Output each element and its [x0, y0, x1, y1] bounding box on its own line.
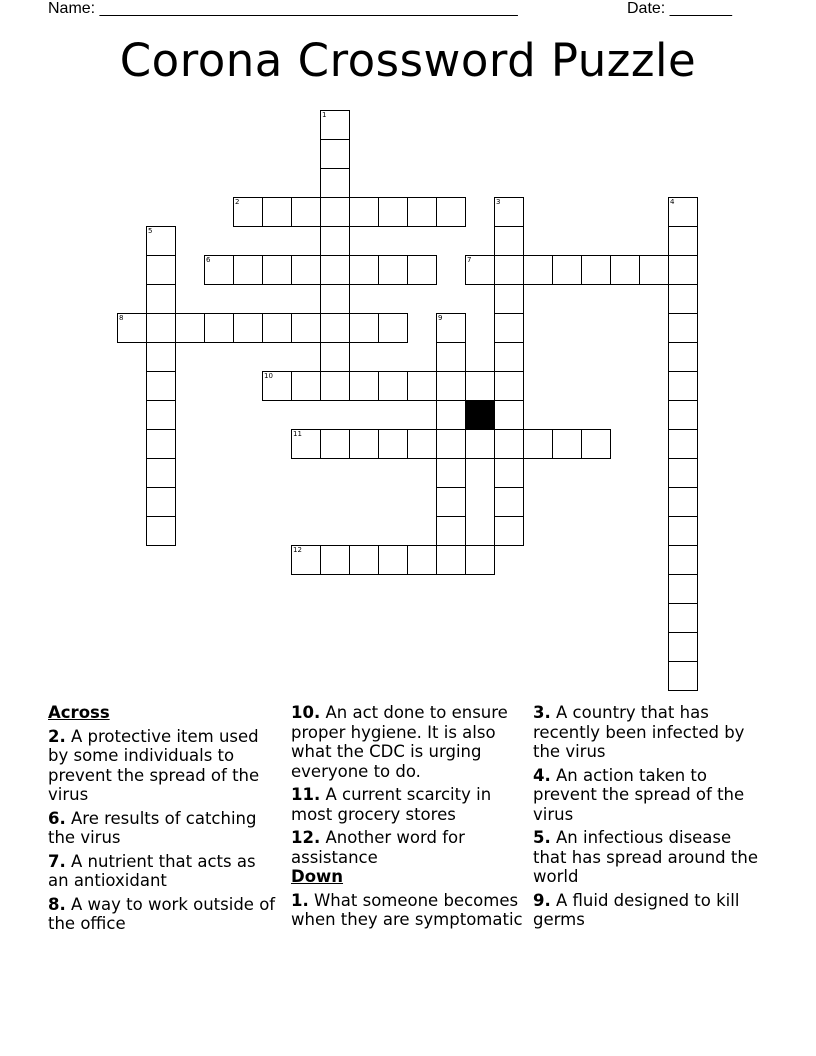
clue-down-4 — [533, 766, 765, 825]
grid-cell[interactable] — [262, 255, 292, 285]
grid-cell[interactable] — [494, 284, 524, 314]
clue-number-label: 4 — [670, 198, 675, 206]
grid-cell[interactable] — [668, 661, 698, 691]
grid-cell[interactable] — [494, 400, 524, 430]
grid-cell[interactable] — [349, 313, 379, 343]
clue-across-2 — [48, 727, 280, 805]
clue-across-11 — [291, 785, 523, 824]
grid-cell[interactable] — [320, 313, 350, 343]
grid-cell[interactable] — [465, 429, 495, 459]
grid-cell[interactable] — [291, 371, 321, 401]
grid-cell[interactable] — [465, 371, 495, 401]
grid-cell[interactable] — [320, 255, 350, 285]
grid-cell[interactable] — [320, 371, 350, 401]
grid-cell[interactable] — [378, 313, 408, 343]
grid-cell[interactable] — [436, 400, 466, 430]
grid-cell[interactable] — [146, 342, 176, 372]
clue-across-7 — [48, 852, 280, 891]
grid-cell[interactable] — [668, 429, 698, 459]
grid-cell[interactable] — [668, 342, 698, 372]
clue-number: 10. — [291, 703, 321, 722]
grid-cell[interactable] — [146, 516, 176, 546]
grid-cell[interactable] — [494, 342, 524, 372]
grid-cell[interactable] — [320, 342, 350, 372]
grid-cell[interactable] — [552, 429, 582, 459]
clue-text: A fluid designed to kill germs — [533, 890, 740, 929]
clue-column-1 — [48, 703, 280, 938]
grid-cell[interactable] — [581, 255, 611, 285]
grid-cell[interactable] — [668, 197, 698, 227]
clue-column-3 — [533, 703, 765, 934]
grid-cell[interactable] — [146, 458, 176, 488]
grid-cell[interactable] — [436, 429, 466, 459]
grid-cell[interactable] — [494, 197, 524, 227]
clue-across-6 — [48, 809, 280, 848]
grid-cell[interactable] — [146, 400, 176, 430]
grid-cell[interactable] — [262, 371, 292, 401]
grid-cell[interactable] — [436, 342, 466, 372]
grid-cell[interactable] — [523, 429, 553, 459]
grid-cell[interactable] — [262, 197, 292, 227]
grid-cell[interactable] — [668, 284, 698, 314]
grid-cell[interactable] — [494, 429, 524, 459]
grid-cell[interactable] — [291, 429, 321, 459]
grid-cell[interactable] — [378, 429, 408, 459]
clue-number-label: 6 — [206, 256, 211, 264]
clue-number: 7. — [48, 851, 66, 871]
grid-cell[interactable] — [291, 255, 321, 285]
name-field: Name: _______________________________________________ — [48, 0, 518, 17]
grid-cell[interactable] — [320, 197, 350, 227]
clue-number-label: 3 — [496, 198, 501, 206]
grid-cell[interactable] — [436, 545, 466, 575]
grid-cell[interactable] — [581, 429, 611, 459]
clue-number: 5. — [533, 828, 551, 847]
grid-cell[interactable] — [320, 429, 350, 459]
grid-cell[interactable] — [436, 487, 466, 517]
grid-cell[interactable] — [291, 197, 321, 227]
grid-cell[interactable] — [146, 429, 176, 459]
clue-text: A way to work outside of the office — [48, 894, 276, 933]
grid-cell[interactable] — [639, 255, 669, 285]
grid-cell[interactable] — [668, 574, 698, 604]
grid-cell[interactable] — [320, 226, 350, 256]
clue-number: 4. — [533, 765, 551, 785]
grid-cell[interactable] — [349, 429, 379, 459]
clue-text: A nutrient that acts as an antioxidant — [48, 851, 256, 890]
grid-cell[interactable] — [494, 255, 524, 285]
clue-number: 1. — [291, 890, 309, 910]
grid-cell[interactable] — [465, 545, 495, 575]
grid-cell[interactable] — [668, 458, 698, 488]
grid-cell[interactable] — [668, 632, 698, 662]
grid-cell[interactable] — [436, 516, 466, 546]
grid-cell[interactable] — [320, 284, 350, 314]
clue-text: What someone becomes when they are symptomatic — [291, 890, 523, 929]
grid-cell[interactable] — [349, 255, 379, 285]
grid-cell[interactable] — [204, 255, 234, 285]
grid-cell[interactable] — [320, 168, 350, 198]
grid-cell[interactable] — [407, 371, 437, 401]
grid-cell[interactable] — [146, 284, 176, 314]
clue-across-10 — [291, 703, 523, 781]
grid-cell[interactable] — [668, 516, 698, 546]
clue-text: An act done to ensure proper hygiene. It is also what the CDC is urging everyone to do. — [291, 703, 508, 781]
date-field: Date: _______ — [627, 0, 732, 17]
grid-cell[interactable] — [436, 197, 466, 227]
grid-cell[interactable] — [494, 458, 524, 488]
grid-cell[interactable] — [349, 371, 379, 401]
clue-number: 9. — [533, 890, 551, 910]
clue-down-5 — [533, 828, 765, 887]
grid-cell[interactable] — [146, 226, 176, 256]
grid-cell[interactable] — [436, 458, 466, 488]
clue-number: 2. — [48, 726, 66, 746]
clue-text: A country that has recently been infected by the virus — [533, 703, 745, 761]
clue-text: Are results of catching the virus — [48, 808, 257, 847]
clue-across-8 — [48, 895, 280, 934]
grid-cell[interactable] — [349, 545, 379, 575]
clue-number-label: 11 — [293, 430, 302, 438]
grid-cell[interactable] — [320, 545, 350, 575]
grid-cell[interactable] — [494, 516, 524, 546]
clue-text: An action taken to prevent the spread of the virus — [533, 765, 745, 824]
clue-number-label: 8 — [119, 314, 124, 322]
clue-number-label: 12 — [293, 546, 302, 554]
grid-cell[interactable] — [117, 313, 147, 343]
grid-cell[interactable] — [320, 110, 350, 140]
clue-text: A current scarcity in most grocery stores — [291, 785, 492, 824]
clue-number-label: 9 — [438, 314, 443, 322]
across-heading: Across — [48, 703, 110, 722]
grid-cell[interactable] — [146, 487, 176, 517]
grid-cell[interactable] — [465, 255, 495, 285]
grid-cell[interactable] — [494, 313, 524, 343]
grid-cell[interactable] — [146, 313, 176, 343]
grid-cell[interactable] — [668, 313, 698, 343]
grid-cell[interactable] — [407, 255, 437, 285]
clue-down-3 — [533, 703, 765, 762]
grid-cell[interactable] — [233, 313, 263, 343]
clue-number: 6. — [48, 808, 66, 828]
grid-cell[interactable] — [378, 545, 408, 575]
clue-number-label: 2 — [235, 198, 240, 206]
grid-cell[interactable] — [436, 313, 466, 343]
grid-cell[interactable] — [407, 429, 437, 459]
clue-number: 8. — [48, 894, 66, 914]
clue-text: An infectious disease that has spread around the world — [533, 828, 758, 886]
down-heading: Down — [291, 867, 344, 886]
clue-down-1 — [291, 891, 523, 930]
grid-cell[interactable] — [407, 197, 437, 227]
grid-cell[interactable] — [378, 197, 408, 227]
clue-text: A protective item used by some individuals to prevent the spread of the virus — [48, 726, 260, 804]
clue-number-label: 1 — [322, 111, 327, 119]
clue-number: 12. — [291, 828, 321, 847]
clue-number-label: 10 — [264, 372, 273, 380]
clue-text: Another word for assistance — [291, 828, 465, 867]
grid-cell[interactable] — [668, 226, 698, 256]
grid-cell[interactable] — [668, 545, 698, 575]
grid-cell[interactable] — [378, 371, 408, 401]
grid-cell[interactable] — [436, 371, 466, 401]
grid-cell[interactable] — [668, 400, 698, 430]
grid-cell[interactable] — [378, 255, 408, 285]
clue-number: 11. — [291, 785, 321, 804]
grid-cell[interactable] — [320, 139, 350, 169]
clue-across-12 — [291, 828, 523, 867]
grid-cell[interactable] — [175, 313, 205, 343]
page-title: Corona Crossword Puzzle — [119, 34, 697, 87]
clue-number: 3. — [533, 703, 551, 722]
clue-number-label: 7 — [467, 256, 472, 264]
grid-cell[interactable] — [291, 313, 321, 343]
grid-cell[interactable] — [668, 255, 698, 285]
grid-cell[interactable] — [494, 371, 524, 401]
grid-cell[interactable] — [204, 313, 234, 343]
clue-number-label: 5 — [148, 227, 153, 235]
grid-cell[interactable] — [494, 226, 524, 256]
grid-cell[interactable] — [523, 255, 553, 285]
blocked-cell — [465, 400, 495, 430]
grid-cell[interactable] — [407, 545, 437, 575]
grid-cell[interactable] — [552, 255, 582, 285]
grid-cell[interactable] — [291, 545, 321, 575]
grid-cell[interactable] — [233, 255, 263, 285]
grid-cell[interactable] — [494, 487, 524, 517]
grid-cell[interactable] — [146, 371, 176, 401]
clue-column-2 — [291, 703, 523, 934]
grid-cell[interactable] — [262, 313, 292, 343]
grid-cell[interactable] — [349, 197, 379, 227]
grid-cell[interactable] — [610, 255, 640, 285]
clue-down-9 — [533, 891, 765, 930]
grid-cell[interactable] — [668, 371, 698, 401]
grid-cell[interactable] — [668, 603, 698, 633]
grid-cell[interactable] — [146, 255, 176, 285]
grid-cell[interactable] — [233, 197, 263, 227]
grid-cell[interactable] — [668, 487, 698, 517]
